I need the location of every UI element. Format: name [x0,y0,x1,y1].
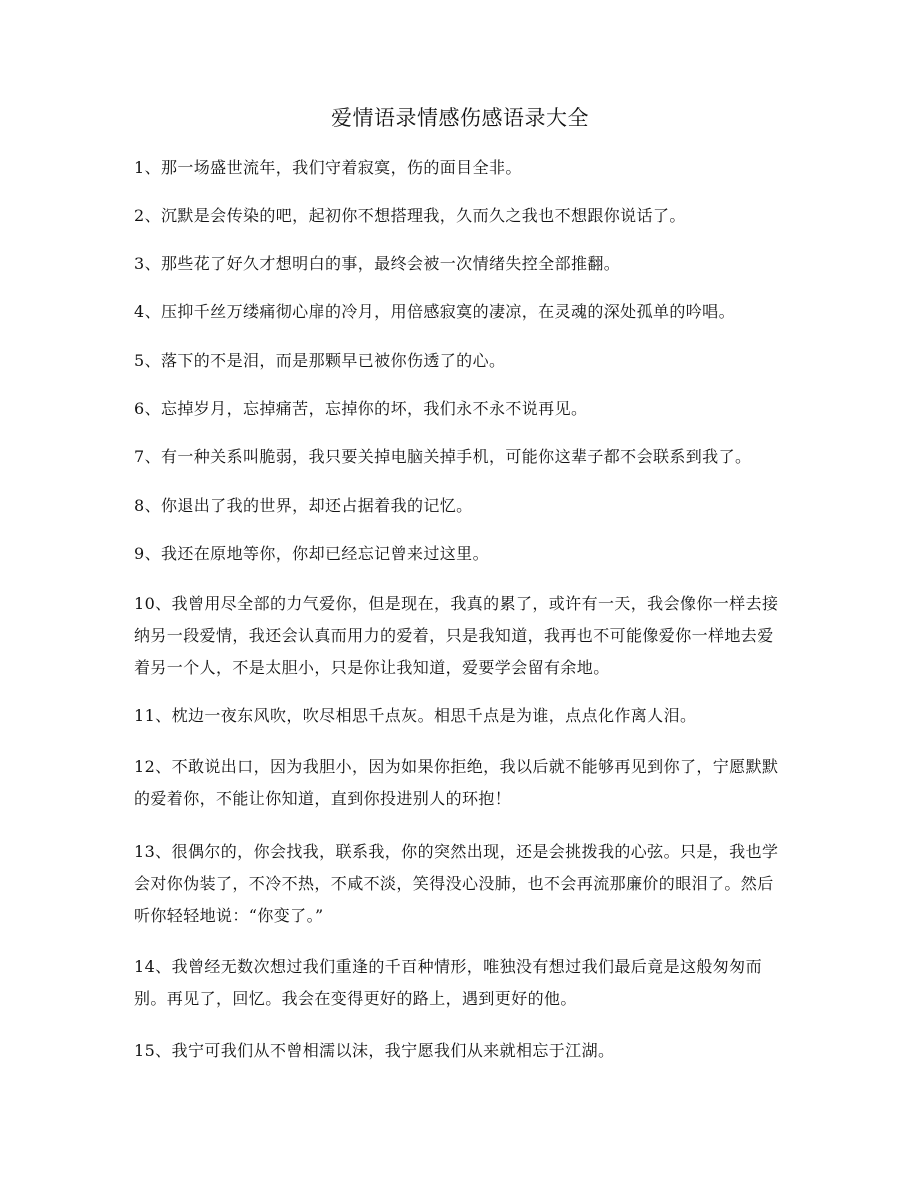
item-text: 沉默是会传染的吧，起初你不想搭理我，久而久之我也不想跟你说话了。 [160,206,686,225]
list-item [134,1035,784,1067]
item-number: 12、 [134,757,172,776]
list-item [134,700,784,732]
list-item [134,296,784,328]
item-number: 7、 [134,447,161,466]
item-text: 我曾经无数次想过我们重逢的千百种情形，唯独没有想过我们最后竟是这般匆匆而别。再见了，回忆。我会在变得更好的路上，遇到更好的他。 [134,957,762,1008]
list-item [134,393,784,425]
list-item [134,441,784,473]
list-item [134,751,784,815]
item-text: 不敢说出口，因为我胆小，因为如果你拒绝，我以后就不能够再见到你了，宁愿默默的爱着你，不能让你知道，直到你投进别人的环抱！ [134,757,779,808]
item-text: 那一场盛世流年，我们守着寂寞，伤的面目全非。 [160,158,522,177]
item-text: 很偶尔的，你会找我，联系我，你的突然出现，还是会挑拨我的心弦。只是，我也学会对你伪装了，不冷不热，不咸不淡，笑得没心没肺，也不会再流那廉价的眼泪了。然后听你轻轻地说：“你变了。” [134,842,779,925]
list-item [134,345,784,377]
item-number: 9、 [134,544,161,563]
item-text: 那些花了好久才想明白的事，最终会被一次情绪失控全部推翻。 [160,254,621,273]
item-text: 我还在原地等你，你却已经忘记曾来过这里。 [160,544,489,563]
item-text: 忘掉岁月，忘掉痛苦，忘掉你的坏，我们永不永不说再见。 [160,399,588,418]
item-text: 我曾用尽全部的力气爱你，但是现在，我真的累了，或许有一天，我会像你一样去接纳另一段爱情，我还会认真而用力的爱着，只是我知道，我再也不可能像爱你一样地去爱着另一个人，不是太胆小，只是你让我知道，爱要学会留有余地。 [134,594,779,677]
item-text: 有一种关系叫脆弱，我只要关掉电脑关掉手机，可能你这辈子都不会联系到我了。 [160,447,752,466]
list-item [134,538,784,570]
item-text: 枕边一夜东风吹，吹尽相思千点灰。相思千点是为谁，点点化作离人泪。 [171,706,697,725]
item-text: 落下的不是泪，而是那颗早已被你伤透了的心。 [160,351,506,370]
list-item [134,588,784,684]
list-item [134,248,784,280]
item-number: 2、 [134,206,161,225]
item-number: 15、 [134,1041,172,1060]
item-number: 8、 [134,496,161,515]
item-number: 5、 [134,351,161,370]
list-item [134,951,784,1015]
list-item [134,152,784,184]
item-number: 11、 [134,706,172,725]
item-text: 我宁可我们从不曾相濡以沫，我宁愿我们从来就相忘于江湖。 [171,1041,615,1060]
item-number: 13、 [134,842,172,861]
list-item [134,836,784,932]
item-number: 1、 [134,158,161,177]
item-text: 压抑千丝万缕痛彻心扉的冷月，用倍感寂寞的凄凉，在灵魂的深处孤单的吟唱。 [160,302,735,321]
item-number: 14、 [134,957,172,976]
document-title: 爱情语录情感伤感语录大全 [331,106,589,130]
list-item [134,490,784,522]
item-text: 你退出了我的世界，却还占据着我的记忆。 [160,496,473,515]
item-number: 6、 [134,399,161,418]
list-item [134,200,784,232]
item-number: 3、 [134,254,161,273]
item-number: 4、 [134,302,161,321]
item-number: 10、 [134,594,172,613]
